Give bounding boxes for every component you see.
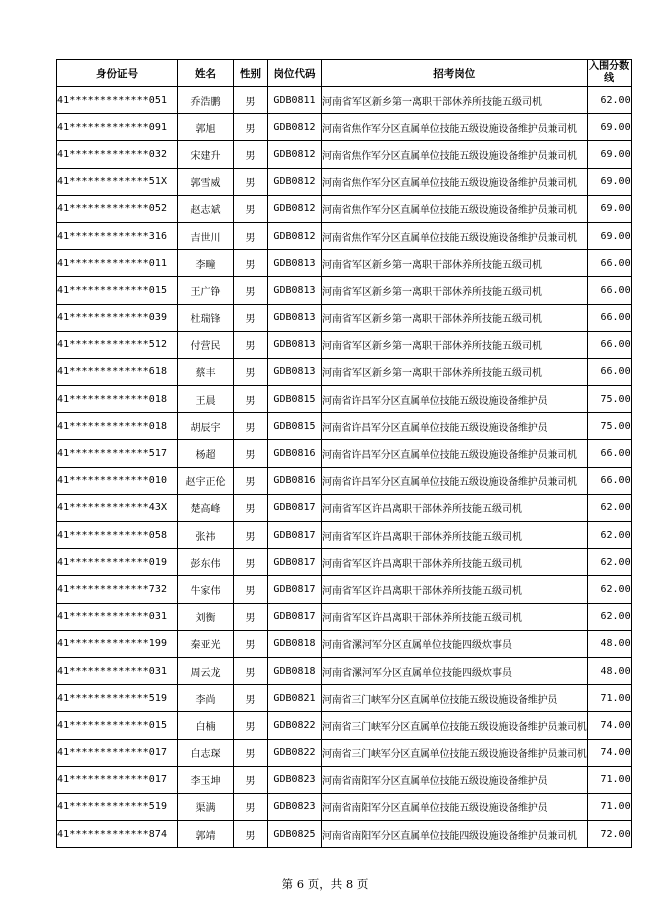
sex-cell: 男 <box>234 739 268 766</box>
table-row <box>57 195 632 222</box>
score-cell: 62.00 <box>587 522 631 549</box>
table-row <box>57 168 632 195</box>
table-row <box>57 685 632 712</box>
code-cell: GDB0812 <box>268 195 322 222</box>
header-score: 入围分数线 <box>587 60 631 87</box>
score-cell: 71.00 <box>587 793 631 820</box>
id-cell: 41*************039 <box>57 304 178 331</box>
score-cell: 66.00 <box>587 440 631 467</box>
id-cell: 41*************019 <box>57 549 178 576</box>
code-cell: GDB0816 <box>268 467 322 494</box>
score-cell: 62.00 <box>587 549 631 576</box>
score-cell: 69.00 <box>587 222 631 249</box>
sex-cell: 男 <box>234 331 268 358</box>
score-cell: 69.00 <box>587 141 631 168</box>
code-cell: GDB0818 <box>268 657 322 684</box>
table-row <box>57 277 632 304</box>
table-row <box>57 657 632 684</box>
position-cell: 河南省军区新乡第一离职干部休养所技能五级司机 <box>322 87 588 114</box>
name-cell: 蔡丰 <box>178 358 234 385</box>
id-cell: 41*************316 <box>57 222 178 249</box>
table-row <box>57 358 632 385</box>
id-cell: 41*************015 <box>57 277 178 304</box>
name-cell: 杜瑞锋 <box>178 304 234 331</box>
table-row <box>57 467 632 494</box>
name-cell: 郭靖 <box>178 821 234 848</box>
sex-cell: 男 <box>234 168 268 195</box>
name-cell: 张祎 <box>178 522 234 549</box>
name-cell: 楚高峰 <box>178 494 234 521</box>
sex-cell: 男 <box>234 522 268 549</box>
position-cell: 河南省军区许昌离职干部休养所技能五级司机 <box>322 522 588 549</box>
sex-cell: 男 <box>234 304 268 331</box>
score-cell: 72.00 <box>587 821 631 848</box>
table-row <box>57 630 632 657</box>
id-cell: 41*************091 <box>57 114 178 141</box>
code-cell: GDB0813 <box>268 277 322 304</box>
position-cell: 河南省南阳军分区直属单位技能四级设施设备维护员兼司机 <box>322 821 588 848</box>
id-cell: 41*************018 <box>57 413 178 440</box>
sex-cell: 男 <box>234 685 268 712</box>
sex-cell: 男 <box>234 87 268 114</box>
name-cell: 赵志斌 <box>178 195 234 222</box>
score-cell: 75.00 <box>587 413 631 440</box>
header-position: 招考岗位 <box>322 60 588 87</box>
id-cell: 41*************011 <box>57 250 178 277</box>
score-cell: 74.00 <box>587 712 631 739</box>
table-row <box>57 222 632 249</box>
header-id: 身份证号 <box>57 60 178 87</box>
code-cell: GDB0817 <box>268 576 322 603</box>
code-cell: GDB0825 <box>268 821 322 848</box>
position-cell: 河南省焦作军分区直属单位技能五级设施设备维护员兼司机 <box>322 168 588 195</box>
table-row <box>57 331 632 358</box>
code-cell: GDB0811 <box>268 87 322 114</box>
position-cell: 河南省许昌军分区直属单位技能五级设施设备维护员兼司机 <box>322 440 588 467</box>
id-cell: 41*************51X <box>57 168 178 195</box>
code-cell: GDB0812 <box>268 114 322 141</box>
id-cell: 41*************519 <box>57 793 178 820</box>
table-row <box>57 549 632 576</box>
position-cell: 河南省南阳军分区直属单位技能五级设施设备维护员 <box>322 793 588 820</box>
name-cell: 李玉坤 <box>178 766 234 793</box>
score-cell: 48.00 <box>587 630 631 657</box>
score-cell: 66.00 <box>587 331 631 358</box>
position-cell: 河南省漯河军分区直属单位技能四级炊事员 <box>322 657 588 684</box>
position-cell: 河南省军区新乡第一离职干部休养所技能五级司机 <box>322 277 588 304</box>
name-cell: 渠满 <box>178 793 234 820</box>
admission-table <box>56 59 632 848</box>
name-cell: 李疃 <box>178 250 234 277</box>
position-cell: 河南省南阳军分区直属单位技能五级设施设备维护员 <box>322 766 588 793</box>
score-cell: 62.00 <box>587 576 631 603</box>
id-cell: 41*************015 <box>57 712 178 739</box>
score-cell: 71.00 <box>587 766 631 793</box>
id-cell: 41*************051 <box>57 87 178 114</box>
score-cell: 62.00 <box>587 494 631 521</box>
table-row <box>57 304 632 331</box>
position-cell: 河南省三门峡军分区直属单位技能五级设施设备维护员 <box>322 685 588 712</box>
table-row <box>57 821 632 848</box>
score-cell: 71.00 <box>587 685 631 712</box>
sex-cell: 男 <box>234 766 268 793</box>
score-cell: 66.00 <box>587 358 631 385</box>
name-cell: 王广铮 <box>178 277 234 304</box>
code-cell: GDB0822 <box>268 712 322 739</box>
position-cell: 河南省军区新乡第一离职干部休养所技能五级司机 <box>322 358 588 385</box>
name-cell: 李尚 <box>178 685 234 712</box>
position-cell: 河南省许昌军分区直属单位技能五级设施设备维护员 <box>322 386 588 413</box>
code-cell: GDB0812 <box>268 168 322 195</box>
sex-cell: 男 <box>234 358 268 385</box>
code-cell: GDB0822 <box>268 739 322 766</box>
position-cell: 河南省三门峡军分区直属单位技能五级设施设备维护员兼司机 <box>322 712 588 739</box>
score-cell: 69.00 <box>587 114 631 141</box>
code-cell: GDB0817 <box>268 603 322 630</box>
table-row <box>57 712 632 739</box>
code-cell: GDB0818 <box>268 630 322 657</box>
name-cell: 杨超 <box>178 440 234 467</box>
id-cell: 41*************517 <box>57 440 178 467</box>
sex-cell: 男 <box>234 277 268 304</box>
table-row <box>57 87 632 114</box>
position-cell: 河南省军区许昌离职干部休养所技能五级司机 <box>322 576 588 603</box>
sex-cell: 男 <box>234 494 268 521</box>
code-cell: GDB0817 <box>268 522 322 549</box>
name-cell: 白楠 <box>178 712 234 739</box>
code-cell: GDB0815 <box>268 413 322 440</box>
id-cell: 41*************618 <box>57 358 178 385</box>
sex-cell: 男 <box>234 657 268 684</box>
name-cell: 白志琛 <box>178 739 234 766</box>
position-cell: 河南省焦作军分区直属单位技能五级设施设备维护员兼司机 <box>322 222 588 249</box>
code-cell: GDB0813 <box>268 331 322 358</box>
position-cell: 河南省焦作军分区直属单位技能五级设施设备维护员兼司机 <box>322 141 588 168</box>
sex-cell: 男 <box>234 793 268 820</box>
position-cell: 河南省军区许昌离职干部休养所技能五级司机 <box>322 494 588 521</box>
header-code: 岗位代码 <box>268 60 322 87</box>
score-cell: 74.00 <box>587 739 631 766</box>
table-row <box>57 386 632 413</box>
code-cell: GDB0813 <box>268 250 322 277</box>
id-cell: 41*************017 <box>57 766 178 793</box>
code-cell: GDB0812 <box>268 141 322 168</box>
code-cell: GDB0817 <box>268 494 322 521</box>
code-cell: GDB0823 <box>268 793 322 820</box>
score-cell: 75.00 <box>587 386 631 413</box>
code-cell: GDB0817 <box>268 549 322 576</box>
id-cell: 41*************032 <box>57 141 178 168</box>
table-row <box>57 603 632 630</box>
table-row <box>57 793 632 820</box>
id-cell: 41*************732 <box>57 576 178 603</box>
position-cell: 河南省军区新乡第一离职干部休养所技能五级司机 <box>322 331 588 358</box>
score-cell: 66.00 <box>587 304 631 331</box>
sex-cell: 男 <box>234 467 268 494</box>
id-cell: 41*************058 <box>57 522 178 549</box>
header-sex: 性别 <box>234 60 268 87</box>
sex-cell: 男 <box>234 222 268 249</box>
name-cell: 宋建升 <box>178 141 234 168</box>
score-cell: 48.00 <box>587 657 631 684</box>
name-cell: 赵宇正伦 <box>178 467 234 494</box>
sex-cell: 男 <box>234 821 268 848</box>
table-row <box>57 522 632 549</box>
id-cell: 41*************199 <box>57 630 178 657</box>
id-cell: 41*************010 <box>57 467 178 494</box>
sex-cell: 男 <box>234 250 268 277</box>
sex-cell: 男 <box>234 712 268 739</box>
header-name: 姓名 <box>178 60 234 87</box>
position-cell: 河南省许昌军分区直属单位技能五级设施设备维护员兼司机 <box>322 467 588 494</box>
name-cell: 彭东伟 <box>178 549 234 576</box>
name-cell: 秦亚光 <box>178 630 234 657</box>
position-cell: 河南省军区新乡第一离职干部休养所技能五级司机 <box>322 304 588 331</box>
position-cell: 河南省焦作军分区直属单位技能五级设施设备维护员兼司机 <box>322 114 588 141</box>
score-cell: 66.00 <box>587 467 631 494</box>
name-cell: 胡辰宇 <box>178 413 234 440</box>
name-cell: 王晨 <box>178 386 234 413</box>
position-cell: 河南省漯河军分区直属单位技能四级炊事员 <box>322 630 588 657</box>
code-cell: GDB0821 <box>268 685 322 712</box>
id-cell: 41*************052 <box>57 195 178 222</box>
table-row <box>57 114 632 141</box>
sex-cell: 男 <box>234 549 268 576</box>
id-cell: 41*************031 <box>57 603 178 630</box>
id-cell: 41*************031 <box>57 657 178 684</box>
table-row <box>57 494 632 521</box>
score-cell: 66.00 <box>587 250 631 277</box>
position-cell: 河南省军区新乡第一离职干部休养所技能五级司机 <box>322 250 588 277</box>
score-cell: 62.00 <box>587 603 631 630</box>
table-row <box>57 250 632 277</box>
position-cell: 河南省军区许昌离职干部休养所技能五级司机 <box>322 603 588 630</box>
sex-cell: 男 <box>234 440 268 467</box>
page-footer: 第 6 页，共 8 页 <box>281 877 369 891</box>
score-cell: 69.00 <box>587 168 631 195</box>
score-cell: 69.00 <box>587 195 631 222</box>
table-row <box>57 141 632 168</box>
id-cell: 41*************519 <box>57 685 178 712</box>
header-row <box>57 60 632 87</box>
id-cell: 41*************017 <box>57 739 178 766</box>
position-cell: 河南省焦作军分区直属单位技能五级设施设备维护员兼司机 <box>322 195 588 222</box>
id-cell: 41*************43X <box>57 494 178 521</box>
sex-cell: 男 <box>234 195 268 222</box>
id-cell: 41*************874 <box>57 821 178 848</box>
code-cell: GDB0823 <box>268 766 322 793</box>
name-cell: 郭雪威 <box>178 168 234 195</box>
sex-cell: 男 <box>234 114 268 141</box>
name-cell: 乔浩鹏 <box>178 87 234 114</box>
id-cell: 41*************018 <box>57 386 178 413</box>
code-cell: GDB0813 <box>268 358 322 385</box>
table-row <box>57 413 632 440</box>
name-cell: 郭旭 <box>178 114 234 141</box>
position-cell: 河南省军区许昌离职干部休养所技能五级司机 <box>322 549 588 576</box>
name-cell: 吉世川 <box>178 222 234 249</box>
table-row <box>57 440 632 467</box>
sex-cell: 男 <box>234 630 268 657</box>
sex-cell: 男 <box>234 603 268 630</box>
table-row <box>57 576 632 603</box>
code-cell: GDB0812 <box>268 222 322 249</box>
name-cell: 周云龙 <box>178 657 234 684</box>
table-row <box>57 739 632 766</box>
code-cell: GDB0816 <box>268 440 322 467</box>
name-cell: 牛家伟 <box>178 576 234 603</box>
sex-cell: 男 <box>234 413 268 440</box>
table-row <box>57 766 632 793</box>
code-cell: GDB0813 <box>268 304 322 331</box>
position-cell: 河南省三门峡军分区直属单位技能五级设施设备维护员兼司机 <box>322 739 588 766</box>
sex-cell: 男 <box>234 386 268 413</box>
score-cell: 62.00 <box>587 87 631 114</box>
sex-cell: 男 <box>234 576 268 603</box>
sex-cell: 男 <box>234 141 268 168</box>
id-cell: 41*************512 <box>57 331 178 358</box>
name-cell: 刘衡 <box>178 603 234 630</box>
name-cell: 付营民 <box>178 331 234 358</box>
position-cell: 河南省许昌军分区直属单位技能五级设施设备维护员 <box>322 413 588 440</box>
code-cell: GDB0815 <box>268 386 322 413</box>
score-cell: 66.00 <box>587 277 631 304</box>
